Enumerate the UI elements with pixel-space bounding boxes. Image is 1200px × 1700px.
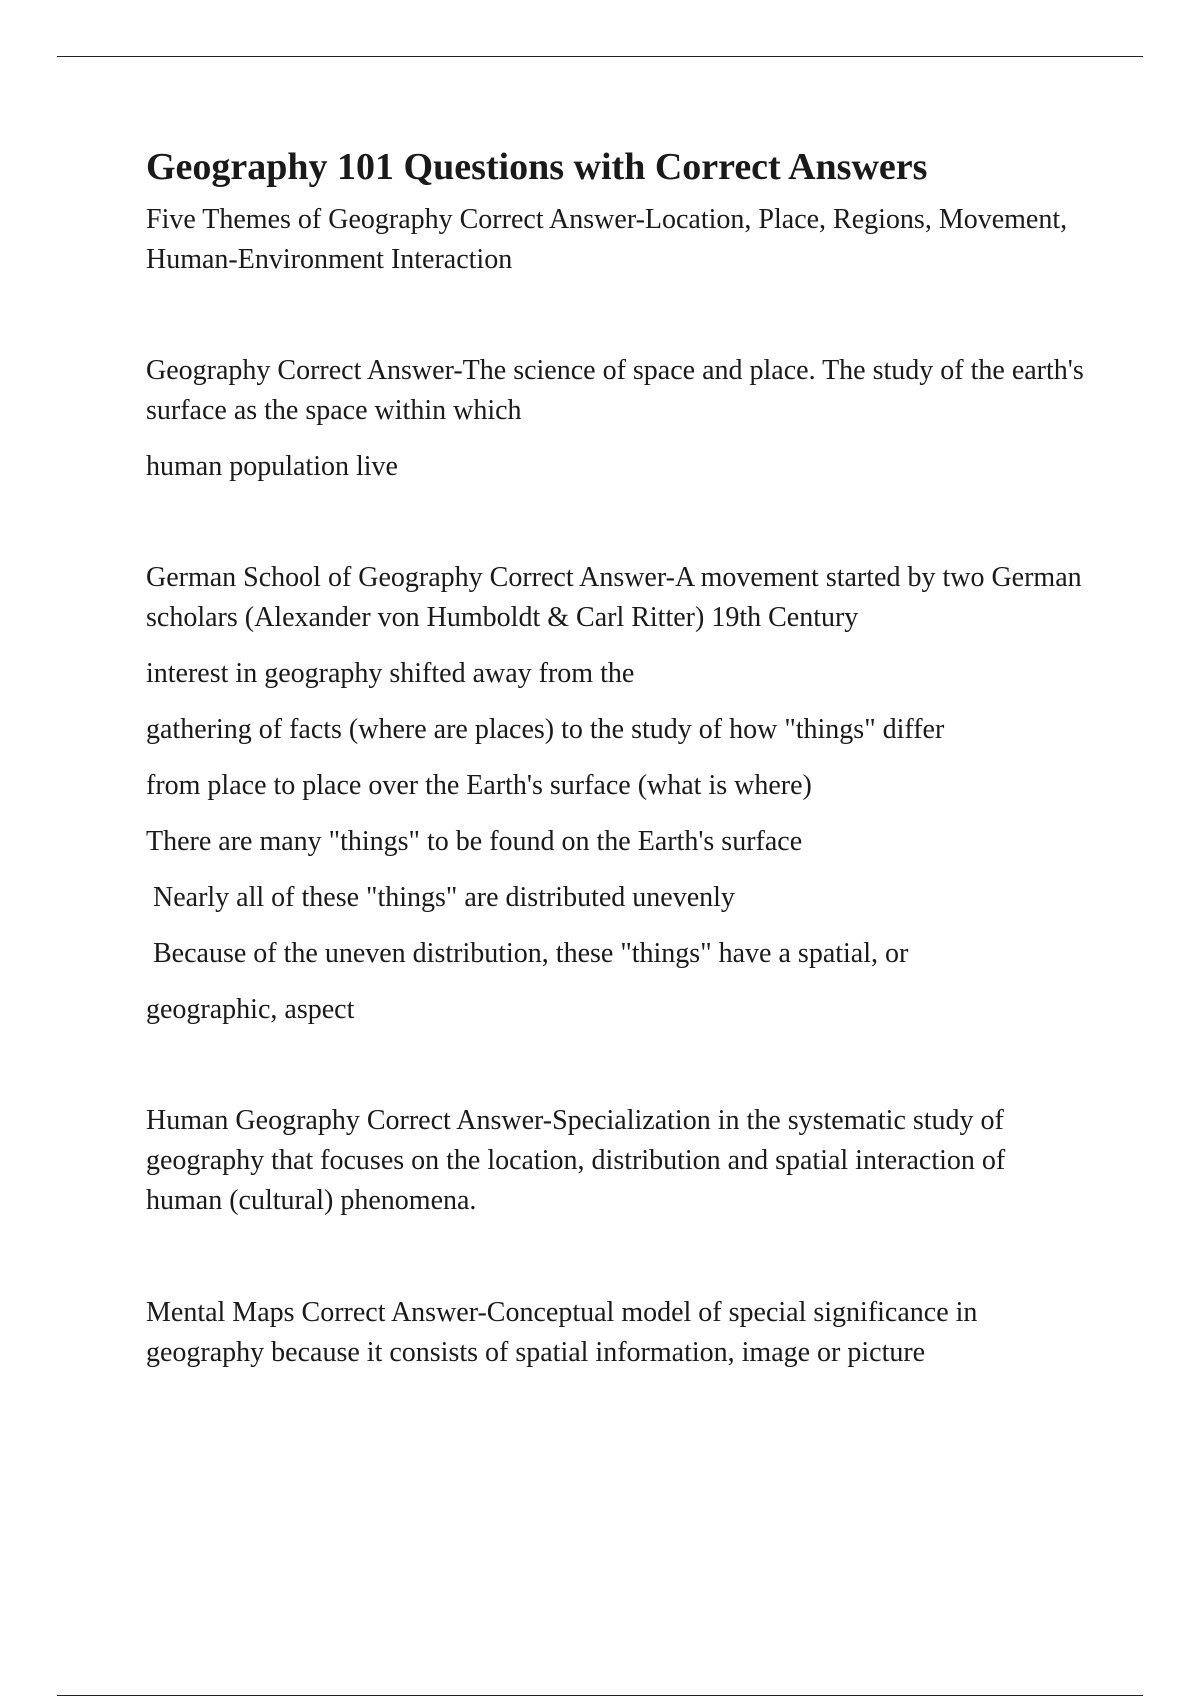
entry-extra-line: Because of the uneven distribution, these "things" have a spatial, or [146, 938, 909, 969]
top-rule [57, 56, 1143, 57]
document-body [146, 142, 1086, 1373]
document-title: Geography 101 Questions with Correct Answers [146, 146, 928, 188]
entry-extra-line: interest in geography shifted away from the [146, 658, 635, 689]
entry-mental-maps [146, 1293, 1086, 1373]
entry-text: Mental Maps Correct Answer-Conceptual model of special significance in geography because it consists of spatial information, image or picture [146, 1297, 978, 1368]
entry-extra-line: geographic, aspect [146, 994, 355, 1025]
entry-extra-line: from place to place over the Earth's surface (what is where) [146, 770, 812, 801]
entry-extra-line: human population live [146, 451, 398, 482]
entry-text: Geography Correct Answer-The science of space and place. The study of the earth's surface as the space within which [146, 355, 1084, 426]
entry-extra-line: Nearly all of these "things" are distributed unevenly [146, 882, 735, 913]
entry-german-school [146, 558, 1086, 1030]
entry-extra-line: There are many "things" to be found on the Earth's surface [146, 826, 803, 857]
entry-five-themes [146, 200, 1086, 280]
entry-human-geography [146, 1101, 1086, 1221]
entry-text: Five Themes of Geography Correct Answer-Location, Place, Regions, Movement, Human-Environment Interaction [146, 204, 1068, 275]
entry-text: German School of Geography Correct Answer-A movement started by two German scholars (Alexander von Humboldt & Carl Ritter) 19th Century [146, 562, 1082, 633]
entry-extra-line: gathering of facts (where are places) to the study of how "things" differ [146, 714, 945, 745]
entry-text: Human Geography Correct Answer-Specialization in the systematic study of geography that focuses on the location, distribution and spatial interaction of human (cultural) phenomena. [146, 1105, 1006, 1216]
bottom-rule [57, 1695, 1143, 1696]
entry-geography [146, 351, 1086, 487]
